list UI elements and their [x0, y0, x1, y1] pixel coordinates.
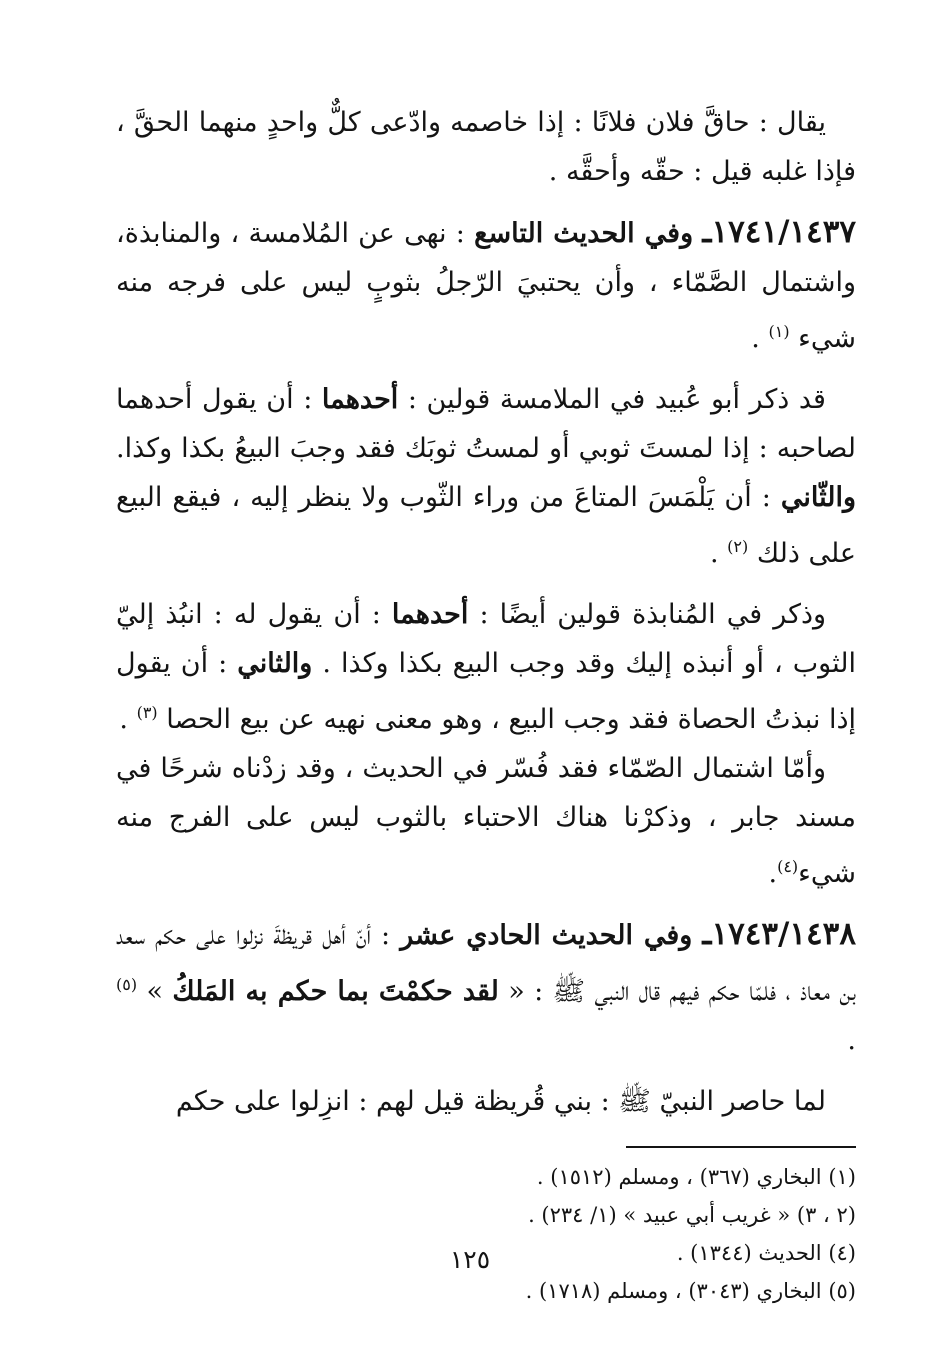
- main-text: [116, 98, 856, 1126]
- paragraph-text: يقال : حاقَّ فلان فلانًا : إذا خاصمه وادّعى كلٌّ واحدٍ منهما الحقَّ ، فإذا غلبه قيل : حقّه وأحقَّه .: [116, 107, 856, 187]
- footnote-ref[interactable]: (٥): [116, 975, 138, 994]
- footnote-divider: [626, 1146, 856, 1148]
- keyword-second: والثاني: [237, 648, 313, 679]
- hadith-1437: [116, 208, 856, 363]
- keyword-first: أحدهما: [321, 384, 399, 415]
- footnote-ref[interactable]: (٣): [136, 703, 158, 722]
- prophet-quote: لقد حكمْتَ بما حكم به المَلكُ: [172, 976, 499, 1007]
- hadith-number: ١٧٤١/١٤٣٧ـ: [702, 214, 856, 250]
- footnote-1: (١) البخاري (٣٦٧) ، ومسلم (١٥١٢) .: [536, 1165, 856, 1189]
- footnote-ref[interactable]: (٤): [777, 857, 799, 876]
- paragraph-samma: [116, 744, 856, 898]
- sentence-end: .: [709, 538, 719, 569]
- sentence-end: .: [119, 704, 128, 735]
- hadith-heading: وفي الحديث الحادي عشر: [400, 920, 693, 951]
- footnote-ref[interactable]: (٢): [727, 537, 749, 556]
- paragraph-text: لما حاصر النبيّ ﷺ : بني قُريظة قيل لهم : انزِلوا على حكم: [175, 1086, 826, 1117]
- footnote-2-3: (٢ ، ٣) « غريب أبي عبيد » (١/ ٢٣٤) .: [528, 1203, 856, 1227]
- paragraph-text: : أن يقول أحدهما لصاحبه : إذا لمستَ ثوبي أو لمستُ ثوبَك فقد وجبَ البيعُ بكذا وكذا.: [116, 384, 856, 464]
- hadith-1438: [116, 910, 856, 1065]
- footnote-ref[interactable]: (١): [768, 322, 790, 341]
- page-number: ١٢٥: [449, 1245, 491, 1274]
- paragraph-text: قد ذكر أبو عُبيد في الملامسة قولين :: [407, 384, 826, 415]
- paragraph-qurayza: [116, 1077, 856, 1126]
- paragraph-text: : أن يقول له : انبُذ إليّ الثوب ، أو أنبذه إليك وقد وجب البيع بكذا وكذا .: [116, 599, 856, 679]
- paragraph-munabadha: [116, 590, 856, 744]
- paragraph-1: [116, 98, 856, 196]
- quote-close: »: [146, 976, 163, 1007]
- hadith-number: ١٧٤٣/١٤٣٨ـ: [702, 916, 856, 952]
- paragraph-text: : أن يَلْمَسَ المتاعَ من وراء الثّوب ولا ينظر إليه ، فيقع البيع على ذلك: [116, 482, 856, 569]
- hadith-text: : نهى عن المُلامسة ، والمنابذة، واشتمال الصَّمّاء ، وأن يحتبيَ الرّجلُ بثوبٍ ليس على فرجه منه شيء: [116, 218, 856, 354]
- paragraph-text: وذكر في المُنابذة قولين أيضًا :: [479, 599, 827, 630]
- paragraph-text: وأمّا اشتمال الصّمّاء فقد فُسّر في الحديث ، وقد زدْناه شرحًا في مسند جابر ، وذكرْنا هناك الاحتباء بالثوب ليس على الفرج منه شيء: [116, 753, 856, 889]
- sentence-end: .: [847, 1025, 856, 1056]
- keyword-second: والثّاني: [780, 482, 856, 513]
- paragraph-text: : أن يقول إذا نبذتُ الحصاة فقد وجب البيع ، وهو معنى نهيه عن بيع الحصا: [116, 648, 856, 735]
- sentence-end: .: [768, 858, 778, 889]
- hadith-heading: وفي الحديث التاسع: [474, 218, 694, 249]
- footnote-5: (٥) البخاري (٣٠٤٣) ، ومسلم (١٧١٨) .: [525, 1279, 856, 1303]
- paragraph-mulamasa: [116, 375, 856, 578]
- keyword-first: أحدهما: [391, 599, 469, 630]
- footnote-4: (٤) الحديث (١٣٤٤) .: [676, 1241, 856, 1265]
- footnotes: [116, 1158, 856, 1310]
- hadith-text: : أنّ أهل قريظةَ نزلوا على حكم سعد بن معاذ ، فلمّا حكم فيهم قال النبي ﷺ : «: [116, 920, 856, 1007]
- sentence-end: .: [751, 323, 760, 354]
